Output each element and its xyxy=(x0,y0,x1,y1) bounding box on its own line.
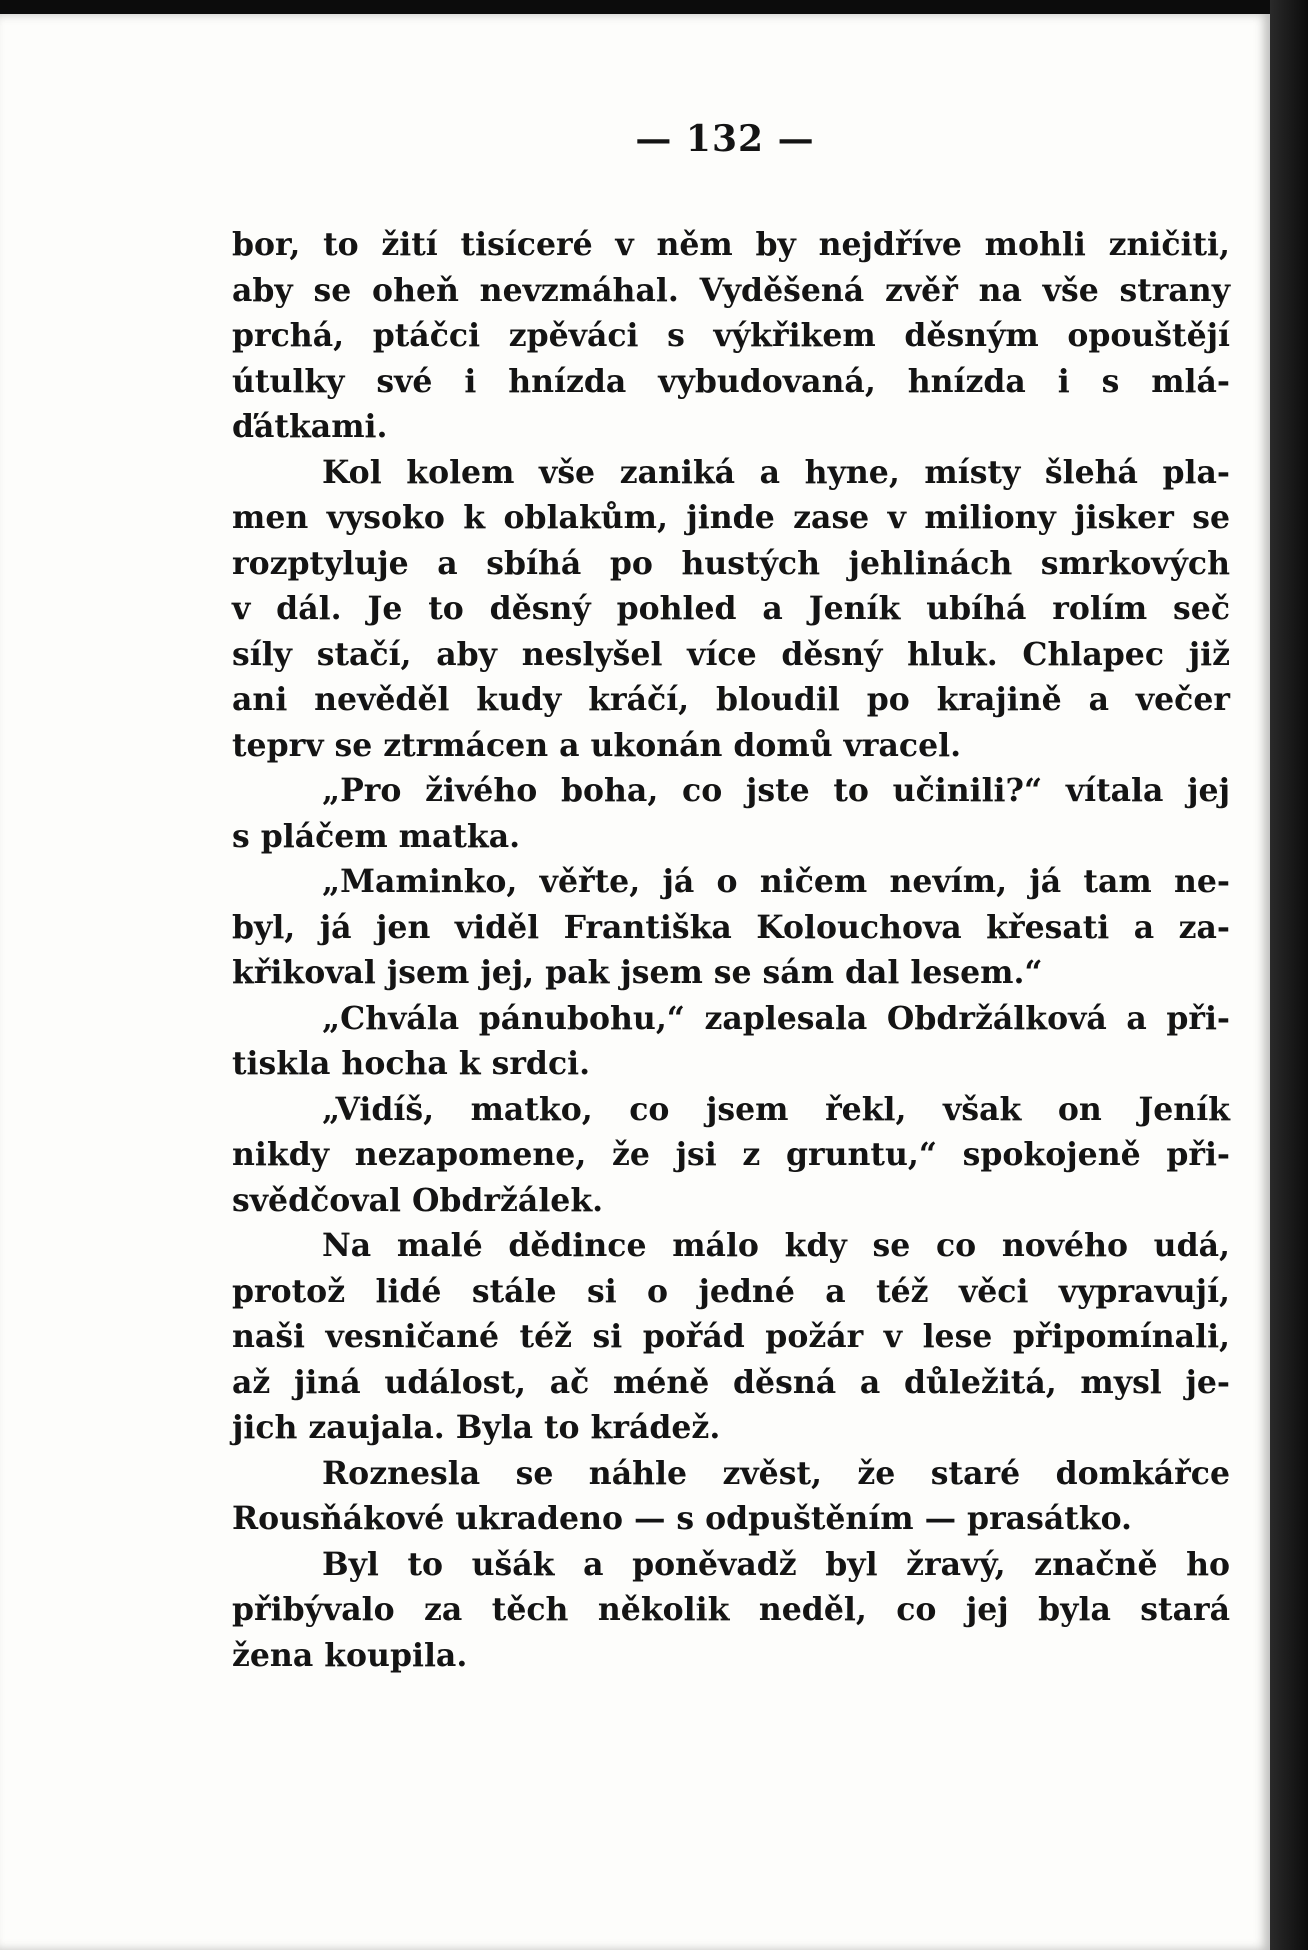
text-line: teprv se ztrmácen a ukonán domů vracel. xyxy=(232,726,962,764)
book-page xyxy=(0,14,1270,1950)
text-line: Byl to ušák a poněvadž byl žravý, značně ho xyxy=(322,1545,1230,1583)
text-line: v dál. Je to děsný pohled a Jeník ubíhá rolím seč xyxy=(232,590,1230,627)
text-line: rozptyluje a sbíhá po hustých jehlinách smrkových xyxy=(232,544,1230,582)
text-line: ďátkami. xyxy=(232,408,388,445)
text-line: ani nevěděl kudy kráčí, bloudil po krajině a večer xyxy=(232,681,1230,718)
text-line: „Chvála pánubohu,“ zaplesala Obdržálková a při- xyxy=(322,999,1230,1037)
text-line: svědčoval Obdržálek. xyxy=(232,1181,604,1219)
text-line: síly stačí, aby neslyšel více děsný hluk. Chlapec již xyxy=(232,635,1230,673)
text-line: Roznesla se náhle zvěst, že staré domkářce xyxy=(322,1454,1230,1492)
text-line: přibývalo za těch několik neděl, co jej byla stará xyxy=(232,1591,1230,1628)
text-line: „Maminko, věřte, já o ničem nevím, já tam ne- xyxy=(322,863,1230,900)
text-line: jich zaujala. Byla to krádež. xyxy=(232,1409,721,1446)
text-line: tiskla hocha k srdci. xyxy=(232,1045,591,1082)
text-line: žena koupila. xyxy=(232,1636,468,1674)
text-line: protož lidé stále si o jedné a též věci vypravují, xyxy=(232,1272,1230,1310)
text-line: naši vesničané též si pořád požár v lese připomínali, xyxy=(232,1318,1230,1355)
text-line: Rousňákové ukradeno — s odpuštěním — prasátko. xyxy=(232,1500,1133,1537)
text-line: až jiná událost, ač méně děsná a důležitá, mysl je- xyxy=(232,1363,1230,1401)
text-line: nikdy nezapomene, že jsi z gruntu,“ spokojeně při- xyxy=(232,1136,1230,1173)
text-line: „Pro živého boha, co jste to učinili?“ vítala jej xyxy=(322,772,1230,809)
text-line: men vysoko k oblakům, jinde zase v miliony jisker se xyxy=(232,499,1230,536)
text-line: útulky své i hnízda vybudovaná, hnízda i s mlá- xyxy=(232,362,1230,400)
text-line: byl, já jen viděl Františka Kolouchova křesati a za- xyxy=(232,908,1230,946)
text-line: s pláčem matka. xyxy=(232,817,521,855)
text-line: aby se oheň nevzmáhal. Vyděšená zvěř na vše strany xyxy=(232,271,1230,309)
body-text xyxy=(232,222,1230,1678)
text-line: prchá, ptáčci zpěváci s výkřikem děsným opouštějí xyxy=(232,317,1230,354)
scan-top-edge xyxy=(0,0,1308,14)
text-line: Na malé dědince málo kdy se co nového udá, xyxy=(322,1227,1230,1264)
text-line: křikoval jsem jej, pak jsem se sám dal lesem.“ xyxy=(232,954,1043,991)
text-line: bor, to žití tisíceré v něm by nejdříve mohli zničiti, xyxy=(232,226,1230,263)
page-number: — 132 — xyxy=(635,118,815,160)
scan-right-edge xyxy=(1270,0,1308,1950)
text-line: Kol kolem vše zaniká a hyne, místy šlehá pla- xyxy=(322,453,1230,491)
text-line: „Vidíš, matko, co jsem řekl, však on Jeník xyxy=(322,1090,1230,1128)
